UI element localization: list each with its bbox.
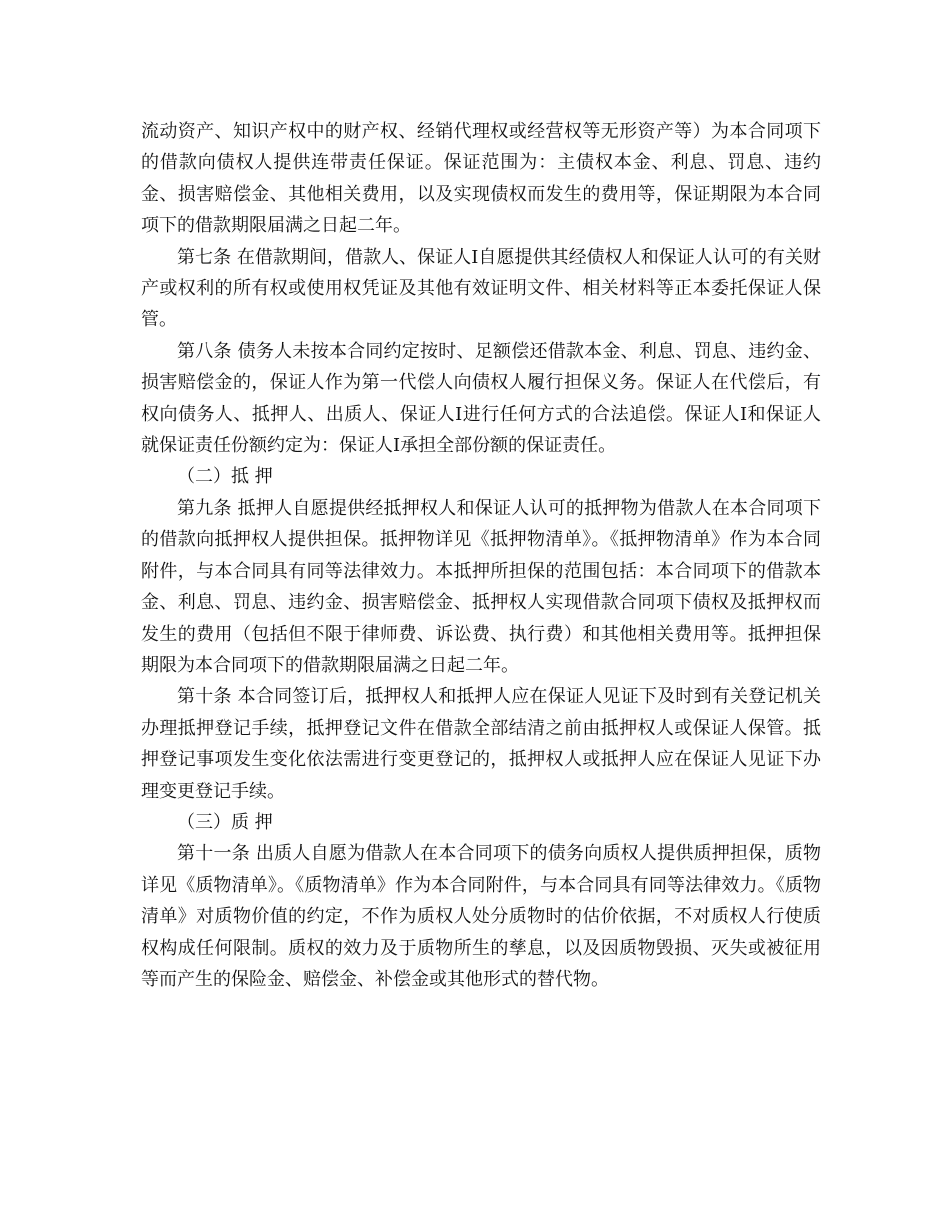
article-11-paragraph: 第十一条 出质人自愿为借款人在本合同项下的债务向质权人提供质押担保，质物详见《质物清单》。《质物清单》作为本合同附件，与本合同具有同等法律效力。《质物清单》对质物价值的约定，不作为质权人处分质物时的估价依据，不对质权人行使质权构成任何限制。质权的效力及于质物所生的孳息，以及因质物毁损、灭失或被征用等而产生的保险金、赔偿金、补偿金或其他形式的替代物。: [141, 843, 821, 990]
article-10-paragraph: 第十条 本合同签订后，抵押权人和抵押人应在保证人见证下及时到有关登记机关办理抵押登记手续，抵押登记文件在借款全部结清之前由抵押权人或保证人保管。抵押登记事项发生变化依法需进行变更登记的，抵押权人或抵押人应在保证人见证下办理变更登记手续。: [141, 686, 821, 802]
document-body: [141, 116, 821, 995]
article-7-paragraph: 第七条 在借款期间，借款人、保证人Ⅰ自愿提供其经债权人和保证人认可的有关财产或权利的所有权或使用权凭证及其他有效证明文件、相关材料等正本委托保证人保管。: [141, 246, 821, 331]
article-9-paragraph: 第九条 抵押人自愿提供经抵押权人和保证人认可的抵押物为借款人在本合同项下的借款向抵押权人提供担保。抵押物详见《抵押物清单》。《抵押物清单》作为本合同附件，与本合同具有同等法律效力。本抵押所担保的范围包括：本合同项下的借款本金、利息、罚息、违约金、损害赔偿金、抵押权人实现借款合同项下债权及抵押权而发生的费用（包括但不限于律师费、诉讼费、执行费）和其他相关费用等。抵押担保期限为本合同项下的借款期限届满之日起二年。: [141, 497, 821, 676]
article-8-paragraph: 第八条 债务人未按本合同约定按时、足额偿还借款本金、利息、罚息、违约金、损害赔偿金的，保证人作为第一代偿人向债权人履行担保义务。保证人在代偿后，有权向债务人、抵押人、出质人、保证人Ⅰ进行任何方式的合法追偿。保证人Ⅰ和保证人就保证责任份额约定为：保证人Ⅰ承担全部份额的保证责任。: [141, 340, 821, 457]
section-heading-pledge: （三）质 押: [177, 811, 273, 833]
paragraph-continuation: 流动资产、知识产权中的财产权、经销代理权或经营权等无形资产等）为本合同项下的借款向债权人提供连带责任保证。保证范围为：主债权本金、利息、罚息、违约金、损害赔偿金、其他相关费用，以及实现债权而发生的费用等，保证期限为本合同项下的借款期限届满之日起二年。: [141, 121, 821, 237]
section-heading-mortgage: （二）抵 押: [177, 466, 273, 488]
